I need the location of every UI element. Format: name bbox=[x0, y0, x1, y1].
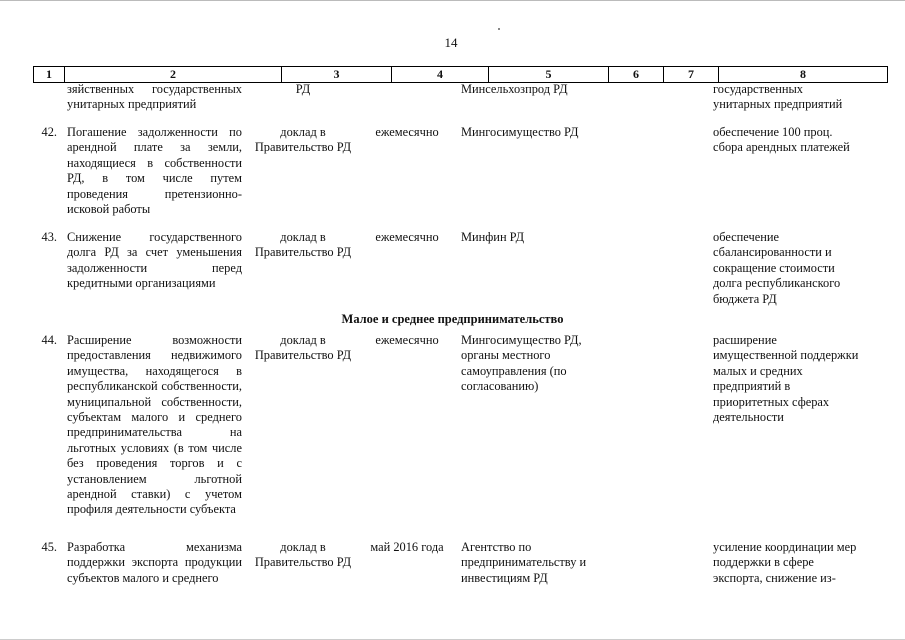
row-44-task: Расширение возможности предоставления недвижимого имущества, находящегося в республиканской собственности, муниципальной собственности, субъектам малого и среднего предпринимательства на льготных условиях (в том числе без проведения торгов и с установлением льготной арендной ставки) с учетом профиля деятельности субъекта bbox=[67, 333, 242, 517]
row-45-report: доклад в Правительство РД bbox=[254, 540, 352, 570]
row-43-task: Снижение государственного долга РД за счет уменьшения задолженности перед кредитными организациями bbox=[67, 230, 242, 291]
row-44-responsible: Мингосимущество РД, органы местного самоуправления (по согласованию) bbox=[461, 333, 582, 394]
row-42-responsible: Мингосимущество РД bbox=[461, 125, 579, 139]
cont-row-col8: государственных унитарных предприятий bbox=[713, 82, 843, 112]
section-title: Малое и среднее предпринимательство bbox=[341, 312, 564, 326]
row-44-deadline: ежемесячно bbox=[375, 333, 439, 347]
row-43-responsible: Минфин РД bbox=[461, 230, 525, 244]
header-col-2: 2 bbox=[64, 67, 281, 82]
row-43-result: обеспечение сбалансированности и сокращение стоимости долга республиканского бюджета РД bbox=[713, 230, 841, 306]
cont-row-col2: зяйственных государственных унитарных предприятий bbox=[67, 82, 242, 112]
row-42-task: Погашение задолженности по арендной плате за земли, находящиеся в собственности РД, в том числе путем проведения претензионно-исковой работы bbox=[67, 125, 242, 217]
cont-row-col5: Минсельхозпрод РД bbox=[461, 82, 568, 96]
header-col-6: 6 bbox=[608, 67, 663, 82]
row-44-report: доклад в Правительство РД bbox=[254, 333, 352, 363]
row-43-report: доклад в Правительство РД bbox=[254, 230, 352, 260]
header-col-1: 1 bbox=[46, 67, 52, 81]
top-border bbox=[0, 0, 905, 1]
table-header bbox=[33, 66, 888, 83]
row-45-task: Разработка механизма поддержки экспорта продукции субъектов малого и среднего bbox=[67, 540, 242, 585]
row-43-deadline: ежемесячно bbox=[375, 230, 439, 244]
row-42-result: обеспечение 100 проц. сбора арендных платежей bbox=[713, 125, 850, 155]
header-col-4: 4 bbox=[391, 67, 488, 82]
row-42-number: 42. bbox=[41, 125, 57, 139]
cont-row-col3: РД bbox=[295, 82, 311, 96]
header-col-7: 7 bbox=[663, 67, 718, 82]
row-42-report: доклад в Правительство РД bbox=[254, 125, 352, 155]
header-col-8: 8 bbox=[718, 67, 887, 82]
header-col-5: 5 bbox=[488, 67, 608, 82]
row-44-result: расширение имущественной поддержки малых и средних предприятий в приоритетных сферах деятельности bbox=[713, 333, 859, 425]
row-45-deadline: май 2016 года bbox=[370, 540, 444, 554]
scan-speck bbox=[498, 28, 500, 30]
row-45-result: усиление координации мер поддержки в сфере экспорта, снижение из- bbox=[713, 540, 857, 585]
row-44-number: 44. bbox=[41, 333, 57, 347]
row-43-number: 43. bbox=[41, 230, 57, 244]
row-45-responsible: Агентство по предпринимательству и инвестициям РД bbox=[461, 540, 587, 585]
header-col-3: 3 bbox=[281, 67, 391, 82]
page-number: 14 bbox=[444, 35, 458, 50]
row-42-deadline: ежемесячно bbox=[375, 125, 439, 139]
row-45-number: 45. bbox=[41, 540, 57, 554]
